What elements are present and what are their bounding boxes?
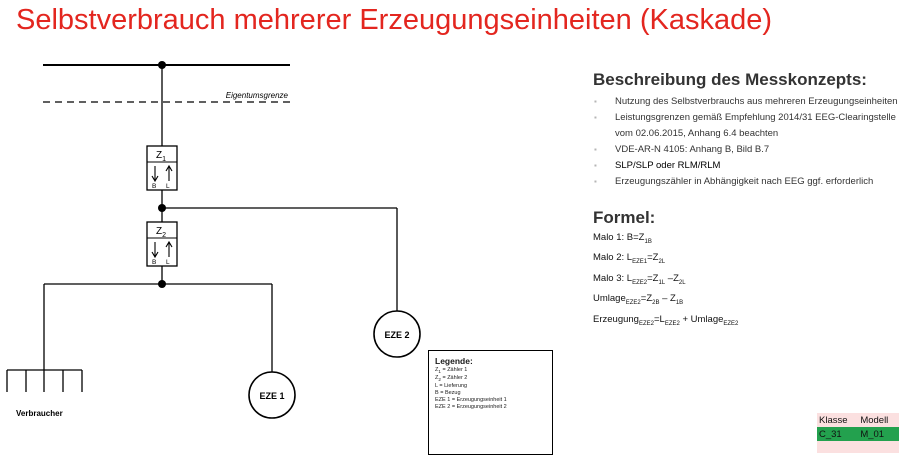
- verbraucher-symbol: [7, 370, 82, 392]
- eigentumsgrenze-label: Eigentumsgrenze: [225, 91, 288, 100]
- legend-row: $Z_2$ = Zähler 2: [435, 375, 468, 383]
- empty-cell: [858, 441, 899, 453]
- formula-line: $Umlage_{EZE2}=Z_{2B} - Z_{1B}$: [593, 293, 684, 307]
- modell-value: M_01: [858, 427, 899, 441]
- eze2-label: EZE 2: [384, 330, 410, 340]
- legend-row: $Z_1$ = Zähler 1: [435, 367, 468, 375]
- meter-z2-b-label: B: [152, 259, 157, 266]
- meter-z1-l-label: L: [166, 183, 170, 190]
- classification-table: [817, 413, 899, 453]
- eze1-label: EZE 1: [259, 391, 285, 401]
- meter-z2: [147, 222, 177, 266]
- legend-row: EZE 1 = Erzeugungseinheit 1: [435, 397, 507, 404]
- page-title: Selbstverbrauch mehrerer Erzeugungseinheiten (Kaskade): [16, 4, 773, 36]
- description-heading: Beschreibung des Messkonzepts:: [593, 70, 867, 89]
- formula-heading: Formel:: [593, 208, 656, 227]
- legend-box: [428, 350, 553, 455]
- list-item: ▪ Erzeugungszähler in Abhängigkeit nach EEG ggf. erforderlich: [593, 174, 911, 190]
- list-item: ▪ VDE-AR-N 4105: Anhang B, Bild B.7: [593, 142, 911, 158]
- formula-line: Malo 3: $L_{EZE2}=Z_{1L}$ $-Z_{2L}$: [593, 272, 686, 286]
- meter-z1-label: $Z_1$: [156, 150, 167, 163]
- legend-title: Legende:: [435, 356, 473, 366]
- verbraucher-label: Verbraucher: [16, 409, 63, 418]
- description-section: [593, 70, 911, 190]
- modell-header: Modell: [858, 413, 899, 427]
- klasse-header: Klasse: [817, 413, 858, 427]
- meter-z2-label: $Z_2$: [156, 226, 167, 239]
- list-item: ▪ Nutzung des Selbstverbrauchs aus mehreren Erzeugungseinheiten: [593, 94, 911, 110]
- empty-cell: [817, 441, 858, 453]
- meter-z2-l-label: L: [166, 259, 170, 266]
- formula-lines: [593, 230, 911, 332]
- meter-z1: [147, 146, 177, 190]
- meter-z1-b-label: B: [152, 183, 157, 190]
- formula-line: Malo 2: $L_{EZE1}=Z_{2L}$: [593, 252, 666, 266]
- formula-line: Malo 1: $B=Z_{1B}$: [593, 232, 652, 245]
- legend-row: EZE 2 = Erzeugungseinheit 2: [435, 404, 507, 411]
- legend-row: L = Lieferung: [435, 383, 468, 390]
- legend-row: B = Bezug: [435, 390, 461, 397]
- description-list: [593, 94, 911, 190]
- list-item: ▪ Leistungsgrenzen gemäß Empfehlung 2014/31 EEG-Clearingstelle vom 02.06.2015, Anhang 6.4 beachten: [593, 110, 911, 142]
- list-item: ▪ SLP/SLP oder RLM/RLM: [593, 158, 911, 174]
- formula-line: $Erzeugung_{EZE2}=L_{EZE2}$ + Umlage$_{EZE2}$: [593, 313, 739, 327]
- klasse-value: C_31: [817, 427, 858, 441]
- formula-section: [593, 208, 911, 332]
